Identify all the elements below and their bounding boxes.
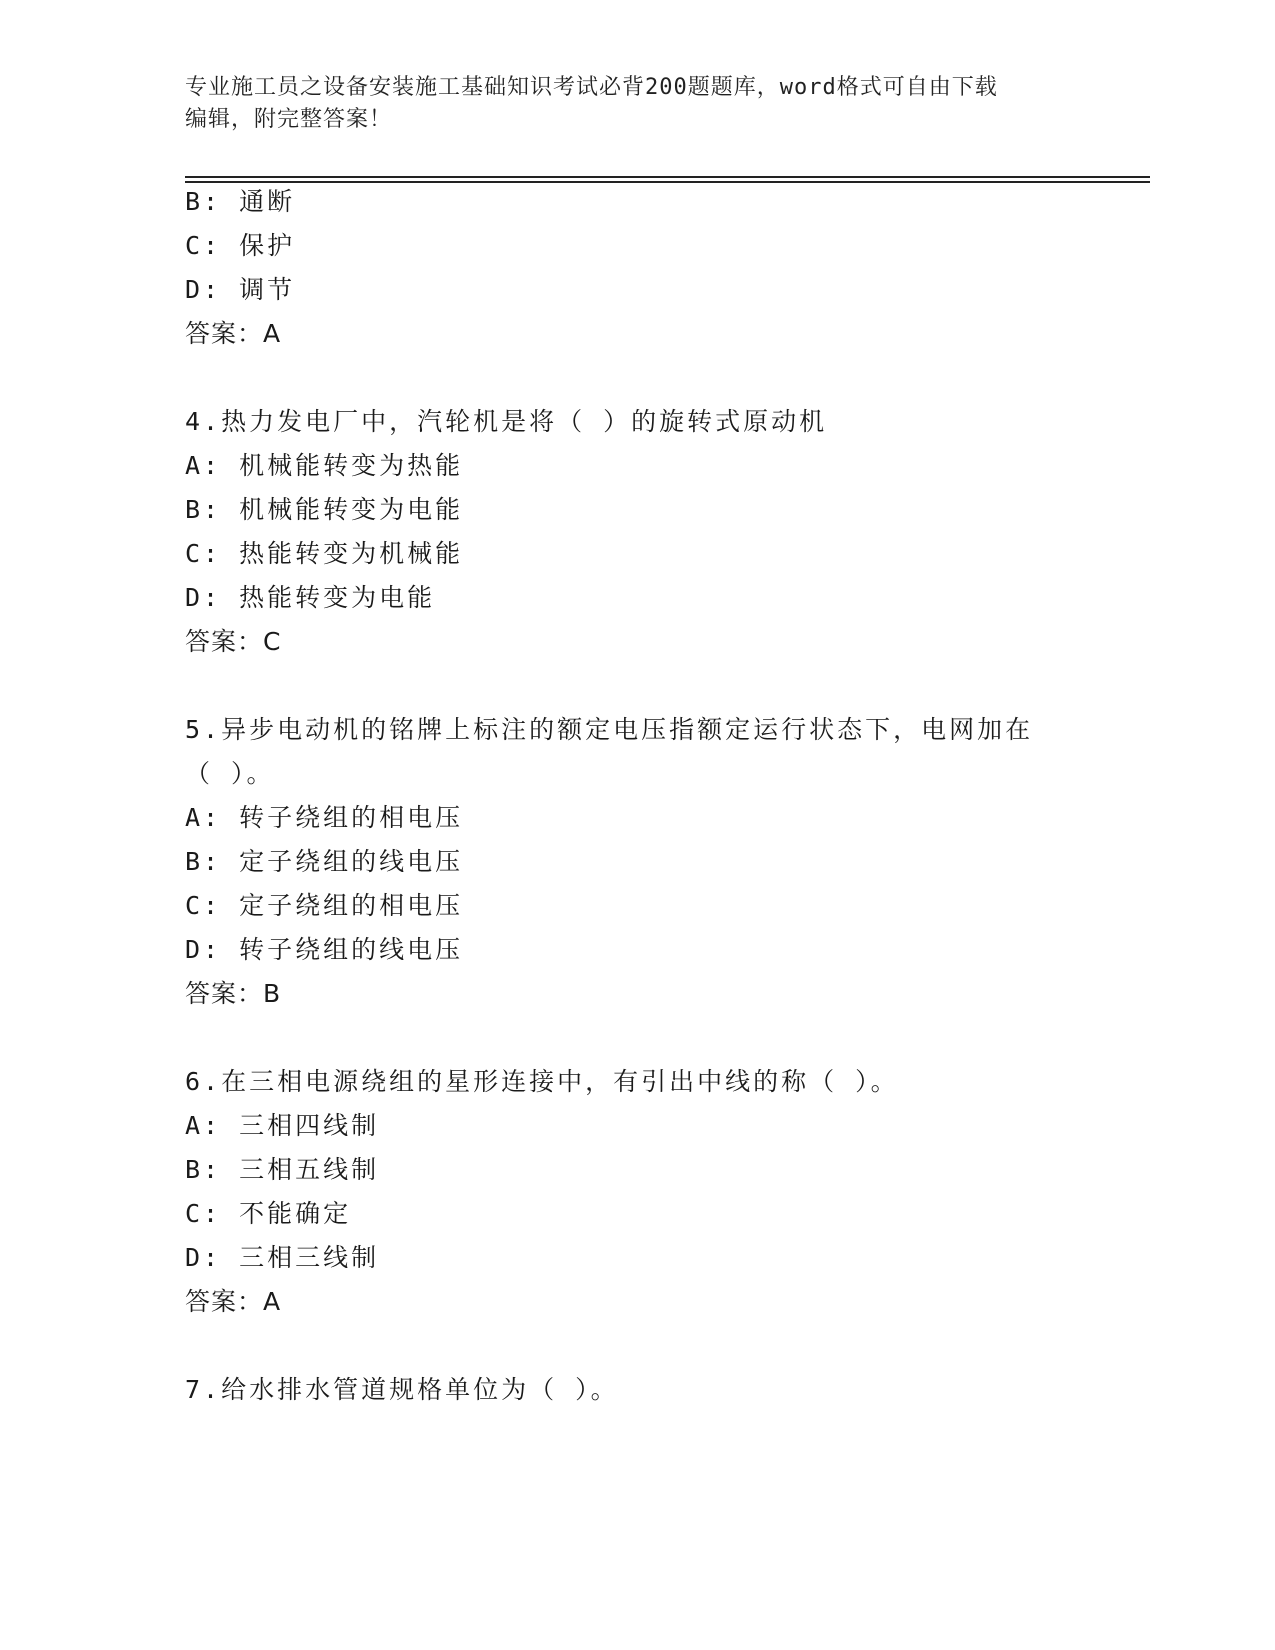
q5-question-line-2: （ ）。 [185,759,275,788]
q5-option-d: D: 转子绕组的线电压 [185,935,464,964]
header-line-1: 专业施工员之设备安装施工基础知识考试必背200题题库，word格式可自由下载 [185,75,998,100]
q5-question-line-1: 5.异步电动机的铭牌上标注的额定电压指额定运行状态下，电网加在 [185,715,1034,744]
header-line-2: 编辑，附完整答案！ [185,107,393,132]
q7-question: 7.给水排水管道规格单位为（ ）。 [185,1375,619,1404]
q6-option-b: B: 三相五线制 [185,1155,380,1184]
q4-answer: 答案：C [185,627,282,656]
q4-option-d: D: 热能转变为电能 [185,583,436,612]
q6-option-d: D: 三相三线制 [185,1243,380,1272]
q4-option-b: B: 机械能转变为电能 [185,495,464,524]
q3-option-c: C: 保护 [185,231,296,260]
header-divider-top [185,176,1150,178]
q4-option-c: C: 热能转变为机械能 [185,539,464,568]
q4-option-a: A: 机械能转变为热能 [185,451,464,480]
q5-option-a: A: 转子绕组的相电压 [185,803,464,832]
q6-question: 6.在三相电源绕组的星形连接中，有引出中线的称（ ）。 [185,1067,899,1096]
q5-option-b: B: 定子绕组的线电压 [185,847,464,876]
q3-answer: 答案：A [185,319,282,348]
q6-option-a: A: 三相四线制 [185,1111,380,1140]
q3-option-d: D: 调节 [185,275,296,304]
q3-option-b: B: 通断 [185,187,296,216]
q5-option-c: C: 定子绕组的相电压 [185,891,464,920]
header-divider-bottom [185,181,1150,183]
q6-answer: 答案：A [185,1287,282,1316]
q6-option-c: C: 不能确定 [185,1199,352,1228]
document-header [185,72,1085,136]
q5-answer: 答案：B [185,979,282,1008]
q4-question: 4.热力发电厂中，汽轮机是将（ ）的旋转式原动机 [185,407,828,436]
